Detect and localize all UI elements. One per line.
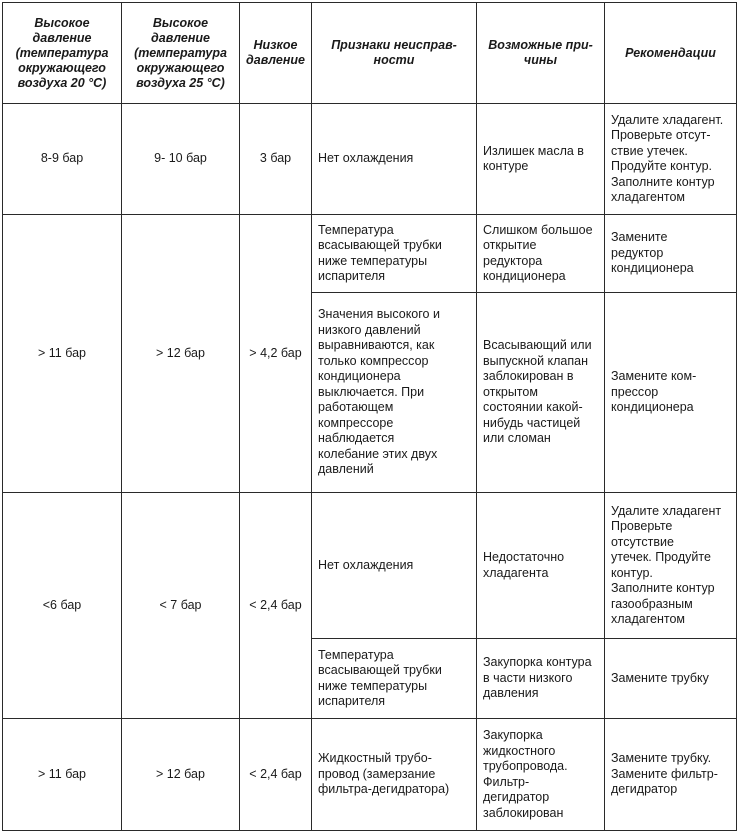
high-pressure-20-cell: > 11 бар [3,719,122,831]
table-row [3,719,737,831]
high-pressure-20-cell: <6 бар [3,493,122,719]
header-symptoms: Признаки неисправности [312,3,477,104]
high-pressure-25-cell: 9- 10 бар [122,104,240,215]
recommendation-cell: Удалите хладагент. Проверьте отсут- ствие утечек. Продуйте контур. Заполните контур хладагентом [605,104,737,215]
cause-cell: Закупорка жидкостного трубопровода. Фильтр- дегидратор заблокирован [477,719,605,831]
header-causes: Возможные причины [477,3,605,104]
high-pressure-20-cell: 8-9 бар [3,104,122,215]
symptom-cell: Значения высокого и низкого давлений выравниваются, как только компрессор кондиционера выключается. При работающем компрессоре наблюдается колебание этих двух давлений [312,293,477,493]
cause-cell: Слишком большое открытие редуктора кондиционера [477,215,605,293]
table-row [3,493,737,639]
header-row [3,3,737,104]
header-high-pressure-25: Высокое давление (температура окружающего воздуха 25 °C) [122,3,240,104]
high-pressure-25-cell: > 12 бар [122,719,240,831]
cause-cell: Излишек масла в контуре [477,104,605,215]
table-row [3,215,737,293]
cause-cell: Недостаточно хладагента [477,493,605,639]
symptom-cell: Нет охлаждения [312,104,477,215]
low-pressure-cell: 3 бар [240,104,312,215]
header-high-pressure-20: Высокое давление (температура окружающего воздуха 20 °C) [3,3,122,104]
low-pressure-cell: < 2,4 бар [240,719,312,831]
recommendation-cell: Замените трубку. Замените фильтр- дегидратор [605,719,737,831]
high-pressure-20-cell: > 11 бар [3,215,122,493]
table-row [3,104,737,215]
cause-cell: Закупорка контура в части низкого давления [477,639,605,719]
high-pressure-25-cell: < 7 бар [122,493,240,719]
cause-cell: Всасывающий или выпускной клапан заблокирован в открытом состоянии какой- нибудь частицей или сломан [477,293,605,493]
symptom-cell: Нет охлаждения [312,493,477,639]
low-pressure-cell: > 4,2 бар [240,215,312,493]
header-recommendations: Рекомендации [605,3,737,104]
recommendation-cell: Удалите хладагент Проверьте отсутствие утечек. Продуйте контур. Заполните контур газообразным хладагентом [605,493,737,639]
symptom-cell: Температура всасывающей трубки ниже температуры испарителя [312,639,477,719]
recommendation-cell: Замените трубку [605,639,737,719]
symptom-cell: Температура всасывающей трубки ниже температуры испарителя [312,215,477,293]
diagnostics-table [2,2,737,831]
low-pressure-cell: < 2,4 бар [240,493,312,719]
symptom-cell: Жидкостный трубо- провод (замерзание фильтра-дегидратора) [312,719,477,831]
high-pressure-25-cell: > 12 бар [122,215,240,493]
recommendation-cell: Замените ком- прессор кондиционера [605,293,737,493]
header-low-pressure: Низкое давление [240,3,312,104]
recommendation-cell: Замените редуктор кондиционера [605,215,737,293]
